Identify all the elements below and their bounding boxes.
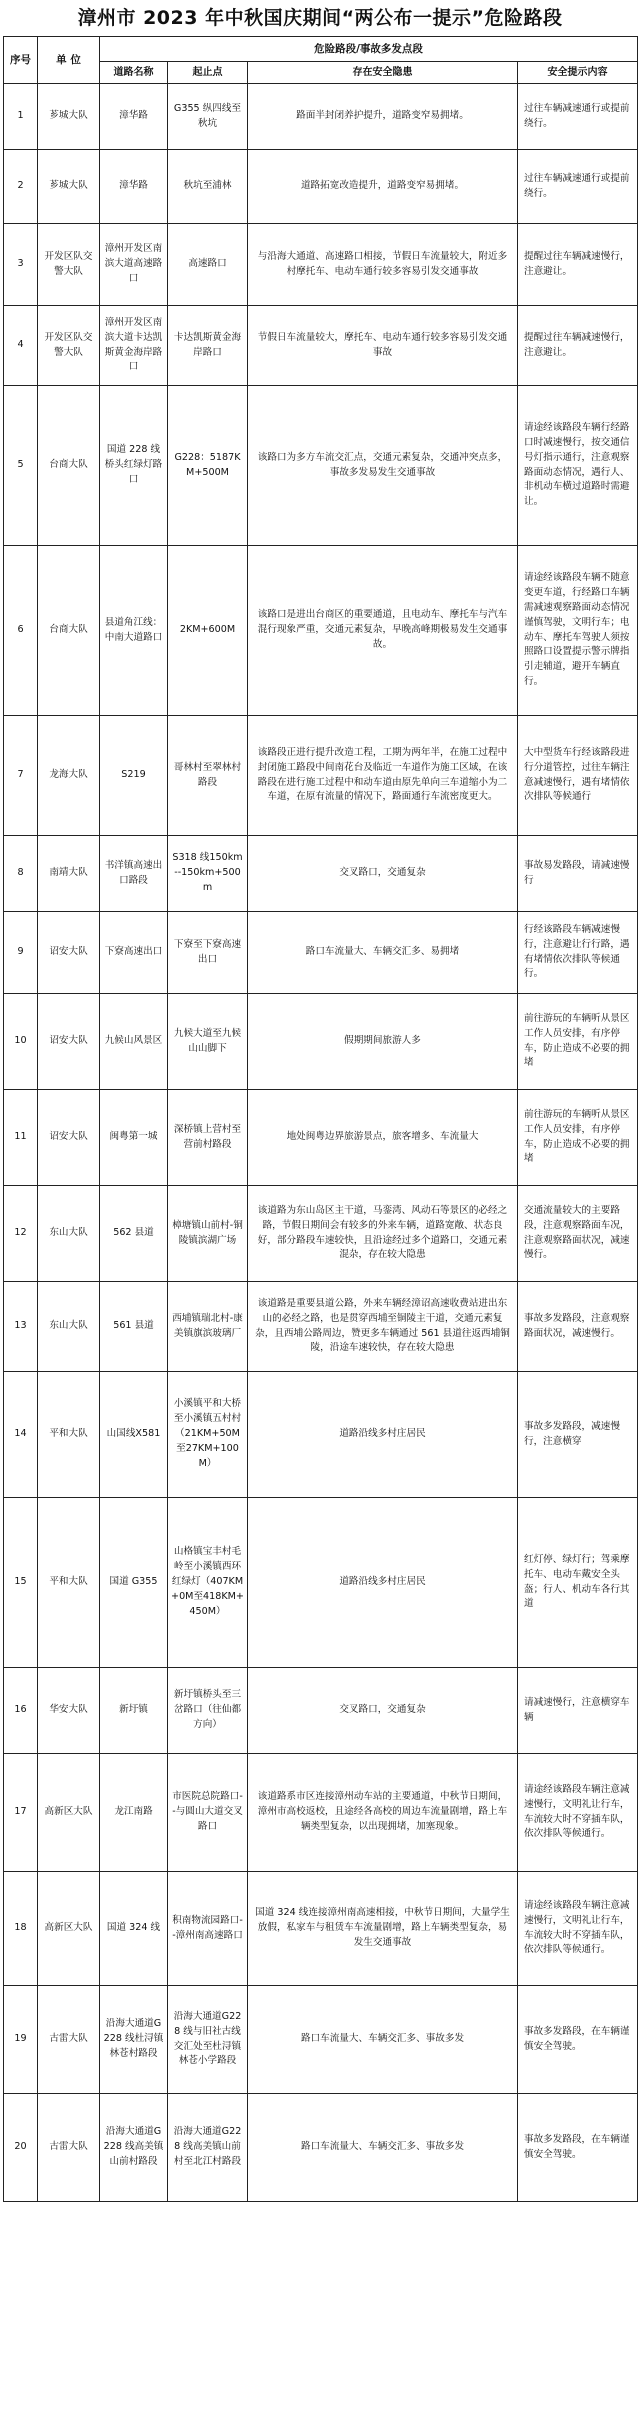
row-tip: 前往游玩的车辆听从景区工作人员安排，有序停车，防止造成不必要的拥堵 <box>518 994 638 1090</box>
page-title: 漳州市 2023 年中秋国庆期间“两公布一提示”危险路段 <box>77 7 563 29</box>
row-no: 11 <box>4 1090 38 1186</box>
row-segment: 新圩镇桥头至三岔路口（往仙都方向） <box>168 1668 248 1754</box>
table-row <box>4 2094 638 2202</box>
row-no: 16 <box>4 1668 38 1754</box>
header-segment: 起止点 <box>168 62 248 84</box>
row-road: 561 县道 <box>100 1282 168 1372</box>
header-group: 危险路段/事故多发点段 <box>100 37 638 62</box>
table-row <box>4 1090 638 1186</box>
table-row <box>4 306 638 386</box>
row-tip: 提醒过往车辆减速慢行，注意避让。 <box>518 224 638 306</box>
row-road: 闽粤第一城 <box>100 1090 168 1186</box>
row-tip: 请减速慢行，注意横穿车辆 <box>518 1668 638 1754</box>
row-tip: 事故多发路段，在车辆谨慎安全驾驶。 <box>518 1986 638 2094</box>
row-risk: 路口车流量大、车辆交汇多、事故多发 <box>248 2094 518 2202</box>
row-risk: 路面半封闭养护提升，道路变窄易拥堵。 <box>248 84 518 150</box>
table-row <box>4 1498 638 1668</box>
row-no: 9 <box>4 912 38 994</box>
row-unit: 南靖大队 <box>38 836 100 912</box>
header-road: 道路名称 <box>100 62 168 84</box>
row-no: 5 <box>4 386 38 546</box>
row-tip: 大中型货车行经该路段进行分道管控，过往车辆注意减速慢行，遇有堵情依次排队等候通行 <box>518 716 638 836</box>
row-road: S219 <box>100 716 168 836</box>
row-no: 13 <box>4 1282 38 1372</box>
row-unit: 古雷大队 <box>38 2094 100 2202</box>
table-row <box>4 1872 638 1986</box>
table-header-row <box>4 37 638 62</box>
row-road: 沿海大通道G228 线高美镇山前村路段 <box>100 2094 168 2202</box>
row-risk: 道路沿线多村庄居民 <box>248 1372 518 1498</box>
table-row <box>4 912 638 994</box>
row-risk: 交叉路口，交通复杂 <box>248 836 518 912</box>
row-segment: 市医院总院路口--与圆山大道交叉路口 <box>168 1754 248 1872</box>
table-row <box>4 1372 638 1498</box>
row-segment: 积南物流园路口--漳州南高速路口 <box>168 1872 248 1986</box>
row-no: 4 <box>4 306 38 386</box>
row-tip: 前往游玩的车辆听从景区工作人员安排，有序停车，防止造成不必要的拥堵 <box>518 1090 638 1186</box>
row-no: 20 <box>4 2094 38 2202</box>
row-road: 县道角江线：中南大道路口 <box>100 546 168 716</box>
row-road: 漳华路 <box>100 84 168 150</box>
row-risk: 地处闽粤边界旅游景点，旅客增多、车流量大 <box>248 1090 518 1186</box>
row-tip: 事故多发路段，注意观察路面状况，减速慢行。 <box>518 1282 638 1372</box>
row-risk: 假期期间旅游人多 <box>248 994 518 1090</box>
table-row <box>4 1668 638 1754</box>
row-tip: 请途经该路段车辆注意减速慢行，文明礼让行车，车流较大时不穿插车队，依次排队等候通行。 <box>518 1754 638 1872</box>
table-row <box>4 1986 638 2094</box>
row-no: 7 <box>4 716 38 836</box>
row-risk: 该路口为多方车流交汇点，交通元素复杂，交通冲突点多，事故多发易发生交通事故 <box>248 386 518 546</box>
row-road: 国道 G355 <box>100 1498 168 1668</box>
row-segment: 卡达凯斯黄金海岸路口 <box>168 306 248 386</box>
row-tip: 交通流量较大的主要路段，注意观察路面车况，注意观察路面状况，减速慢行。 <box>518 1186 638 1282</box>
table-row <box>4 546 638 716</box>
row-segment: 深桥镇上营村至营前村路段 <box>168 1090 248 1186</box>
row-tip: 行经该路段车辆减速慢行，注意避让行行路，遇有堵情依次排队等候通行。 <box>518 912 638 994</box>
row-tip: 事故多发路段，在车辆谨慎安全驾驶。 <box>518 2094 638 2202</box>
row-road: 书洋镇高速出口路段 <box>100 836 168 912</box>
row-unit: 古雷大队 <box>38 1986 100 2094</box>
row-road: 漳华路 <box>100 150 168 224</box>
row-road: 漳州开发区南滨大道卡达凯斯黄金海岸路口 <box>100 306 168 386</box>
row-risk: 该路口是进出台商区的重要通道，且电动车、摩托车与汽车混行现象严重，交通元素复杂，早晚高峰期极易发生交通事故。 <box>248 546 518 716</box>
row-unit: 台商大队 <box>38 546 100 716</box>
row-road: 下寮高速出口 <box>100 912 168 994</box>
row-segment: 沿海大通道G228 线与旧社古线交汇处至杜浔镇林苍小学路段 <box>168 1986 248 2094</box>
table-subheader-row <box>4 62 638 84</box>
row-segment: 小溪镇平和大桥至小溪镇五村村（21KM+50M至27KM+100M） <box>168 1372 248 1498</box>
row-no: 15 <box>4 1498 38 1668</box>
row-unit: 开发区队交警大队 <box>38 224 100 306</box>
row-road: 国道 324 线 <box>100 1872 168 1986</box>
row-segment: 西埔镇瑞北村-康美镇旗滨玻璃厂 <box>168 1282 248 1372</box>
row-segment: 哥林村至翠林村路段 <box>168 716 248 836</box>
row-tip: 请途经该路段车辆不随意变更车道，行经路口车辆需减速观察路面动态情况谨慎驾驶，文明行车；电动车、摩托车驾驶人须按照路口设置提示警示牌指引走辅道，避开车辆直行。 <box>518 546 638 716</box>
row-unit: 高新区大队 <box>38 1754 100 1872</box>
row-no: 2 <box>4 150 38 224</box>
row-risk: 道路拓宽改造提升，道路变窄易拥堵。 <box>248 150 518 224</box>
row-road: 沿海大通道G228 线杜浔镇林苍村路段 <box>100 1986 168 2094</box>
row-unit: 芗城大队 <box>38 84 100 150</box>
row-no: 6 <box>4 546 38 716</box>
row-tip: 请途经该路段车辆注意减速慢行，文明礼让行车，车流较大时不穿插车队，依次排队等候通行。 <box>518 1872 638 1986</box>
row-risk: 该道路系市区连接漳州动车站的主要通道，中秋节日期间，漳州市高校返校，且途经各高校的周边车流量剧增，路上车辆类型复杂，以出现拥堵，加塞现象。 <box>248 1754 518 1872</box>
row-unit: 平和大队 <box>38 1498 100 1668</box>
row-unit: 诏安大队 <box>38 994 100 1090</box>
row-unit: 诏安大队 <box>38 1090 100 1186</box>
header-unit: 单 位 <box>38 37 100 84</box>
row-segment: 2KM+600M <box>168 546 248 716</box>
row-road: 新圩镇 <box>100 1668 168 1754</box>
dangerous-road-table <box>3 36 638 2202</box>
row-risk: 该路段正进行提升改造工程，工期为两年半，在施工过程中封闭施工路段中间南花台及临近一车道作为施工区域，在该路段在进行施工过程中和动车道由原先单向三车道缩小为二车道，在原有流量的情况下，路面通行车流密度更大。 <box>248 716 518 836</box>
row-segment: 樟塘镇山前村-铜陵镇滨湖广场 <box>168 1186 248 1282</box>
row-tip: 过往车辆减速通行或提前绕行。 <box>518 84 638 150</box>
row-unit: 平和大队 <box>38 1372 100 1498</box>
row-unit: 华安大队 <box>38 1668 100 1754</box>
row-tip: 红灯停、绿灯行；驾乘摩托车、电动车戴安全头盔；行人、机动车各行其道 <box>518 1498 638 1668</box>
row-tip: 请途经该路段车辆行经路口时减速慢行，按交通信号灯指示通行，注意观察路面动态情况，遇行人、非机动车横过道路时需避让。 <box>518 386 638 546</box>
row-road: 龙江南路 <box>100 1754 168 1872</box>
row-unit: 龙海大队 <box>38 716 100 836</box>
row-segment: 下寮至下寮高速出口 <box>168 912 248 994</box>
row-tip: 事故易发路段，请减速慢行 <box>518 836 638 912</box>
row-segment: 沿海大通道G228 线高美镇山前村至北江村路段 <box>168 2094 248 2202</box>
row-no: 3 <box>4 224 38 306</box>
table-row <box>4 224 638 306</box>
row-unit: 东山大队 <box>38 1186 100 1282</box>
row-segment: 高速路口 <box>168 224 248 306</box>
row-segment: G228：5187KM+500M <box>168 386 248 546</box>
row-no: 18 <box>4 1872 38 1986</box>
row-unit: 高新区大队 <box>38 1872 100 1986</box>
table-row <box>4 1754 638 1872</box>
table-row <box>4 1186 638 1282</box>
row-segment: S318 线150km--150km+500m <box>168 836 248 912</box>
row-no: 8 <box>4 836 38 912</box>
row-road: 国道 228 线桥头红绿灯路口 <box>100 386 168 546</box>
row-road: 九候山风景区 <box>100 994 168 1090</box>
row-road: 山国线X581 <box>100 1372 168 1498</box>
row-risk: 交叉路口，交通复杂 <box>248 1668 518 1754</box>
row-no: 17 <box>4 1754 38 1872</box>
row-segment: 九候大道至九候山山脚下 <box>168 994 248 1090</box>
row-unit: 台商大队 <box>38 386 100 546</box>
row-tip: 过往车辆减速通行或提前绕行。 <box>518 150 638 224</box>
row-segment: 秋坑至浦林 <box>168 150 248 224</box>
table-row <box>4 84 638 150</box>
table-row <box>4 150 638 224</box>
row-unit: 芗城大队 <box>38 150 100 224</box>
table-row <box>4 994 638 1090</box>
row-no: 12 <box>4 1186 38 1282</box>
row-risk: 路口车流量大、车辆交汇多、易拥堵 <box>248 912 518 994</box>
row-tip: 事故多发路段，减速慢行，注意横穿 <box>518 1372 638 1498</box>
row-risk: 道路沿线多村庄居民 <box>248 1498 518 1668</box>
row-risk: 与沿海大通道、高速路口相接，节假日车流量较大，附近多村摩托车、电动车通行较多容易引发交通事故 <box>248 224 518 306</box>
table-row <box>4 716 638 836</box>
row-no: 19 <box>4 1986 38 2094</box>
table-row <box>4 386 638 546</box>
row-no: 1 <box>4 84 38 150</box>
row-tip: 提醒过往车辆减速慢行，注意避让。 <box>518 306 638 386</box>
row-no: 14 <box>4 1372 38 1498</box>
row-risk: 节假日车流量较大，摩托车、电动车通行较多容易引发交通事故 <box>248 306 518 386</box>
table-row <box>4 1282 638 1372</box>
table-row <box>4 836 638 912</box>
row-road: 漳州开发区南滨大道高速路口 <box>100 224 168 306</box>
row-unit: 开发区队交警大队 <box>38 306 100 386</box>
row-road: 562 县道 <box>100 1186 168 1282</box>
row-no: 10 <box>4 994 38 1090</box>
row-segment: 山格镇宝丰村毛岭至小溪镇西环红绿灯（407KM+0M至418KM+450M） <box>168 1498 248 1668</box>
row-risk: 该道路为东山岛区主干道，马銮湾、风动石等景区的必经之路，节假日期间会有较多的外来车辆，道路宽敞、状态良好，部分路段车速较快，且沿途经过多个道路口，交通元素混杂，存在较大隐患 <box>248 1186 518 1282</box>
header-risk: 存在安全隐患 <box>248 62 518 84</box>
header-no: 序号 <box>4 37 38 84</box>
row-segment: G355 纵四线至秋坑 <box>168 84 248 150</box>
row-risk: 该道路是重要县道公路，外来车辆经漳诏高速收费站进出东山的必经之路，也是贯穿西埔至铜陵主干道，交通元素复杂，且西埔公路周边，赞更多车辆通过 561 县道往返西埔铜陵，沿途车速较快，存在较大隐患 <box>248 1282 518 1372</box>
row-risk: 国道 324 线连接漳州南高速相接，中秋节日期间，大量学生放假，私家车与租赁车车流量剧增，路上车辆类型复杂，易发生交通事故 <box>248 1872 518 1986</box>
row-unit: 诏安大队 <box>38 912 100 994</box>
header-tip: 安全提示内容 <box>518 62 638 84</box>
row-unit: 东山大队 <box>38 1282 100 1372</box>
row-risk: 路口车流量大、车辆交汇多、事故多发 <box>248 1986 518 2094</box>
